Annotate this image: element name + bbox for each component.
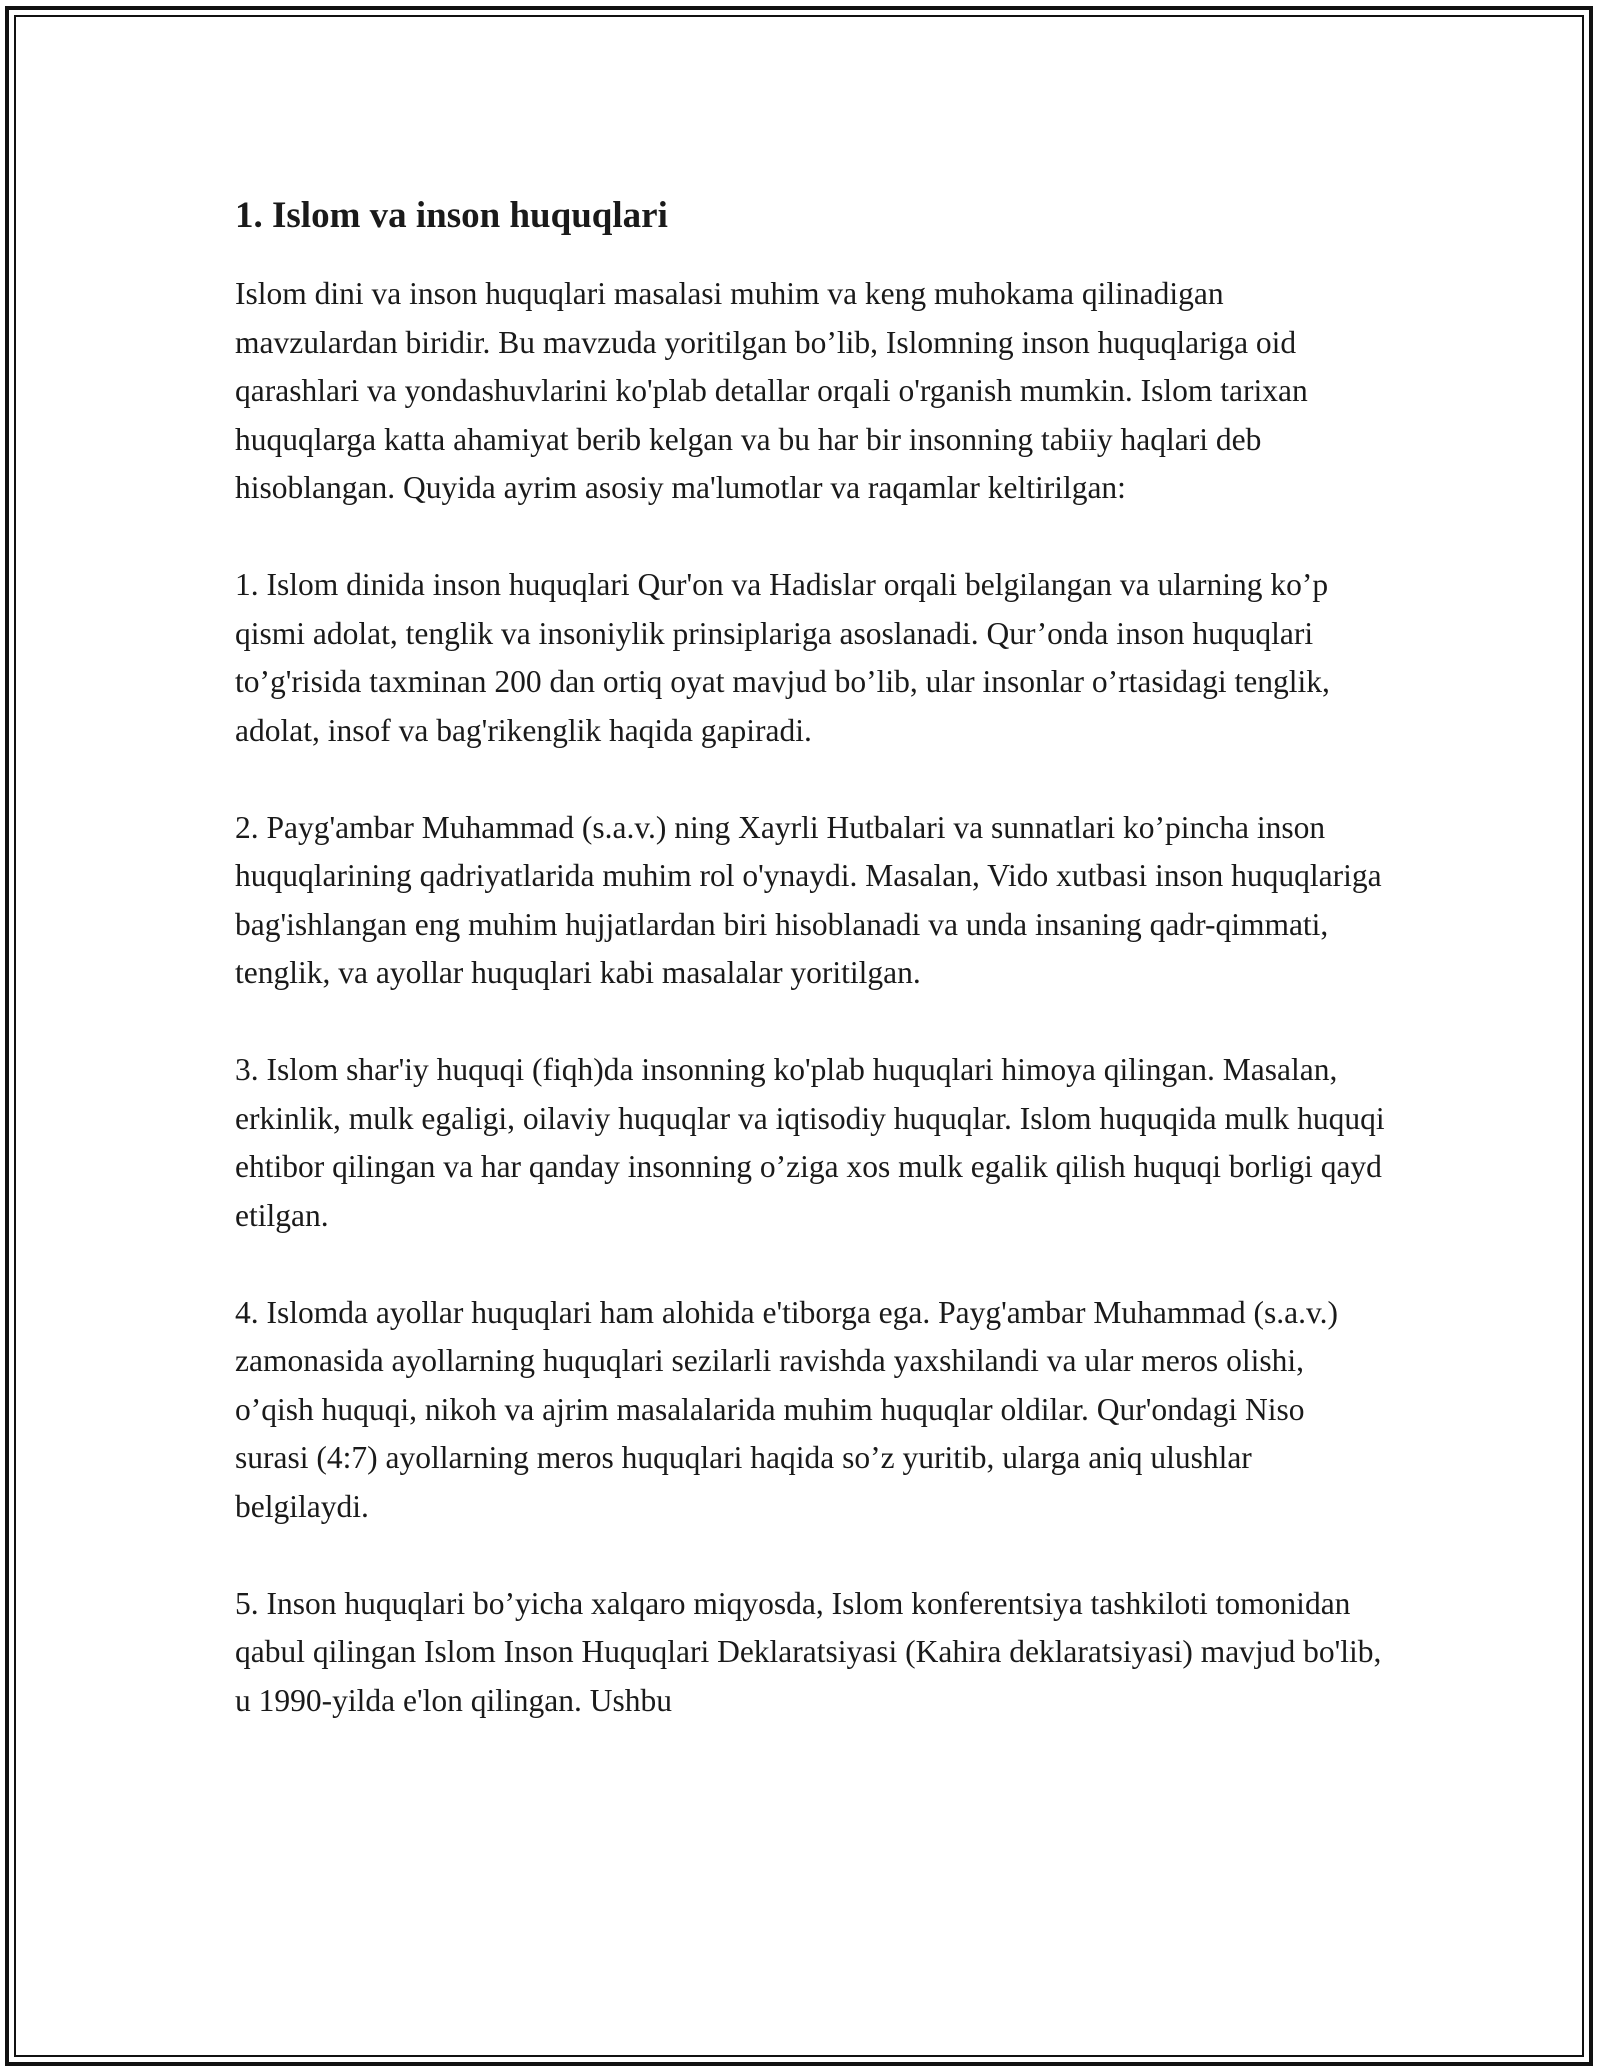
document-body <box>235 190 1385 1774</box>
document-title: 1. Islom va inson huquqlari <box>235 195 668 236</box>
intro-paragraph: Islom dini va inson huquqlari masalasi muhim va keng muhokama qilinadigan mavzulardan biridir. Bu mavzuda yoritilgan bo’lib, Islomning inson huquqlariga oid qarashlari va yondashuvlarini ko'plab detallar orqali o'rganish mumkin. Islom tarixan huquqlarga katta ahamiyat berib kelgan va bu har bir insonning tabiiy haqlari deb hisoblangan. Quyida ayrim asosiy ma'lumotlar va raqamlar keltirilgan: <box>235 276 1308 505</box>
paragraph-point-3: 3. Islom shar'iy huquqi (fiqh)da insonning ko'plab huquqlari himoya qilingan. Masalan, erkinlik, mulk egaligi, oilaviy huquqlar va iqtisodiy huquqlar. Islom huquqida mulk huquqi ehtibor qilingan va har qanday insonning o’ziga xos mulk egalik qilish huquqi borligi qayd etilgan. <box>235 1052 1385 1233</box>
paragraph-point-1: 1. Islom dinida inson huquqlari Qur'on va Hadislar orqali belgilangan va ularning ko’p qismi adolat, tenglik va insoniylik prinsiplariga asoslanadi. Qur’onda inson huquqlari to’g'risida taxminan 200 dan ortiq oyat mavjud bo’lib, ular insonlar o’rtasidagi tenglik, adolat, insof va bag'rikenglik haqida gapiradi. <box>235 567 1330 748</box>
paragraph-point-4: 4. Islomda ayollar huquqlari ham alohida e'tiborga ega. Payg'ambar Muhammad (s.a.v.) zamonasida ayollarning huquqlari sezilarli ravishda yaxshilandi va ular meros olishi, o’qish huquqi, nikoh va ajrim masalalarida muhim huquqlar oldilar. Qur'ondagi Niso surasi (4:7) ayollarning meros huquqlari haqida so’z yuritib, ularga aniq ulushlar belgilaydi. <box>235 1294 1339 1524</box>
paragraph-point-2: 2. Payg'ambar Muhammad (s.a.v.) ning Xayrli Hutbalari va sunnatlari ko’pincha inson huquqlarining qadriyatlarida muhim rol o'ynaydi. Masalan, Vido xutbasi inson huquqlariga bag'ishlangan eng muhim hujjatlardan biri hisoblanadi va unda insaning qadr-qimmati, tenglik, va ayollar huquqlari kabi masalalar yoritilgan. <box>235 809 1382 990</box>
paragraph-point-5: 5. Inson huquqlari bo’yicha xalqaro miqyosda, Islom konferentsiya tashkiloti tomonidan qabul qilingan Islom Inson Huquqlari Deklaratsiyasi (Kahira deklaratsiyasi) mavjud bo'lib, u 1990-yilda e'lon qilingan. Ushbu <box>235 1585 1382 1718</box>
